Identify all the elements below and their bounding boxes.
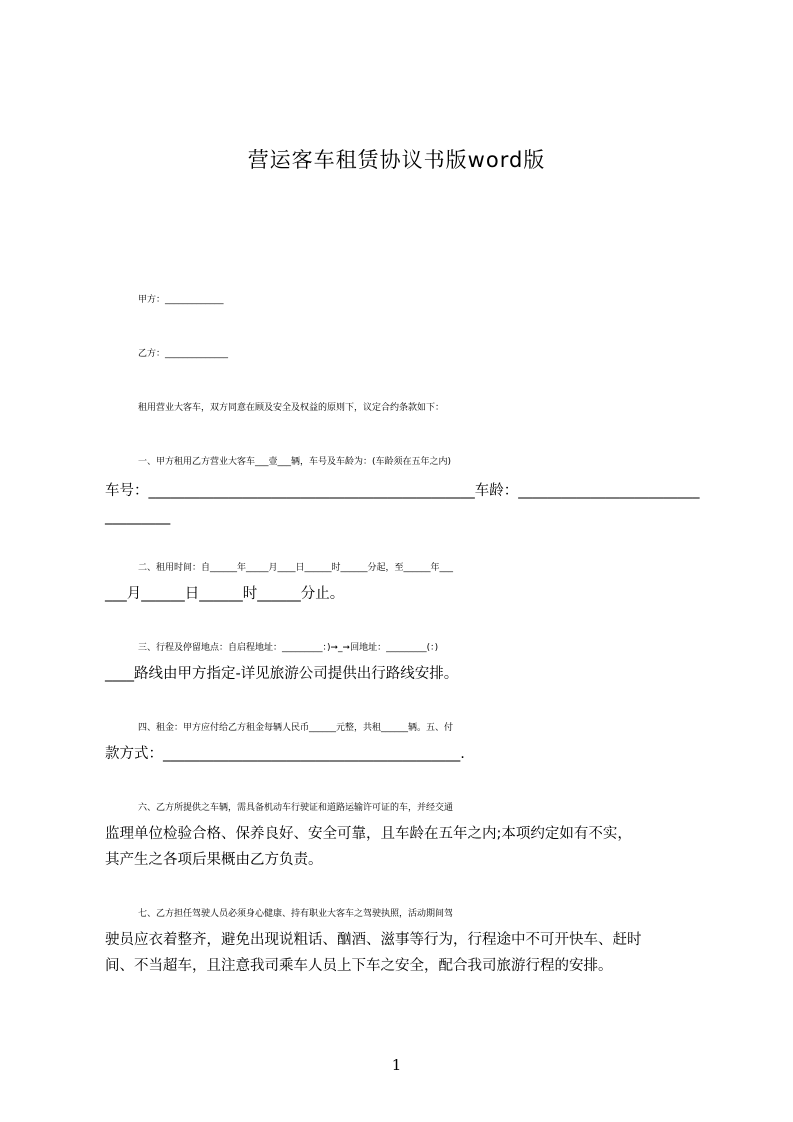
party-b-line: 乙方：______________ (138, 349, 229, 359)
clause-2-line-2: ___月______日______时______分止。 (105, 586, 345, 602)
clause-7-line-1: 七、乙方担任驾驶人员必须身心健康、持有职业大客车之驾驶执照，活动期间驾 (138, 909, 454, 919)
clause-6-line-1: 六、乙方所提供之车辆，需具备机动车行驶证和道路运输许可证的车，并经交通 (138, 803, 454, 813)
clause-6-line-3: 其产生之各项后果概由乙方负责。 (105, 852, 323, 868)
clause-4-line-1: 四、租金：甲方应付给乙方租金每辆人民币______元整，共租______辆。五、付 (138, 723, 454, 733)
intro-paragraph: 租用营业大客车，双方同意在顾及安全及权益的原则下，议定合约条款如下： (138, 403, 445, 413)
clause-7-line-3: 间、不当超车，且注意我司乘车人员上下车之安全，配合我司旅游行程的安排。 (105, 958, 613, 974)
party-a-line: 甲方：_____________ (138, 295, 224, 305)
clause-3-line-2: ____路线由甲方指定-详见旅游公司提供出行路线安排。 (105, 666, 459, 682)
clause-1-line-3: _________ (105, 509, 171, 525)
clause-3-line-1: 三、行程及停留地点：自启程地址：_________：)➞_➞回地址：_________(：) (138, 643, 439, 653)
clause-1-line-2: 车号：_____________________________________________车龄：_________________________ (105, 483, 700, 499)
clause-2-line-1: 二、租用时间：自______年_____月____日______时______分起，至______年___ (138, 563, 454, 573)
document-title: 营运客车租赁协议书版word版 (247, 148, 546, 172)
clause-7-line-2: 驶员应衣着整齐，避免出现说粗话、酗酒、滋事等行为，行程途中不可开快车、赶时 (105, 932, 642, 948)
clause-1-line-1: 一、甲方租用乙方营业大客车___壹___辆，车号及车龄为：(车龄须在五年之内) (138, 457, 452, 467)
clause-6-line-2: 监理单位检验合格、保养良好、安全可靠，且车龄在五年之内;本项约定如有不实， (105, 826, 632, 842)
clause-4-line-2: 款方式：_________________________________________. (105, 746, 465, 762)
page-number: 1 (391, 1056, 402, 1074)
